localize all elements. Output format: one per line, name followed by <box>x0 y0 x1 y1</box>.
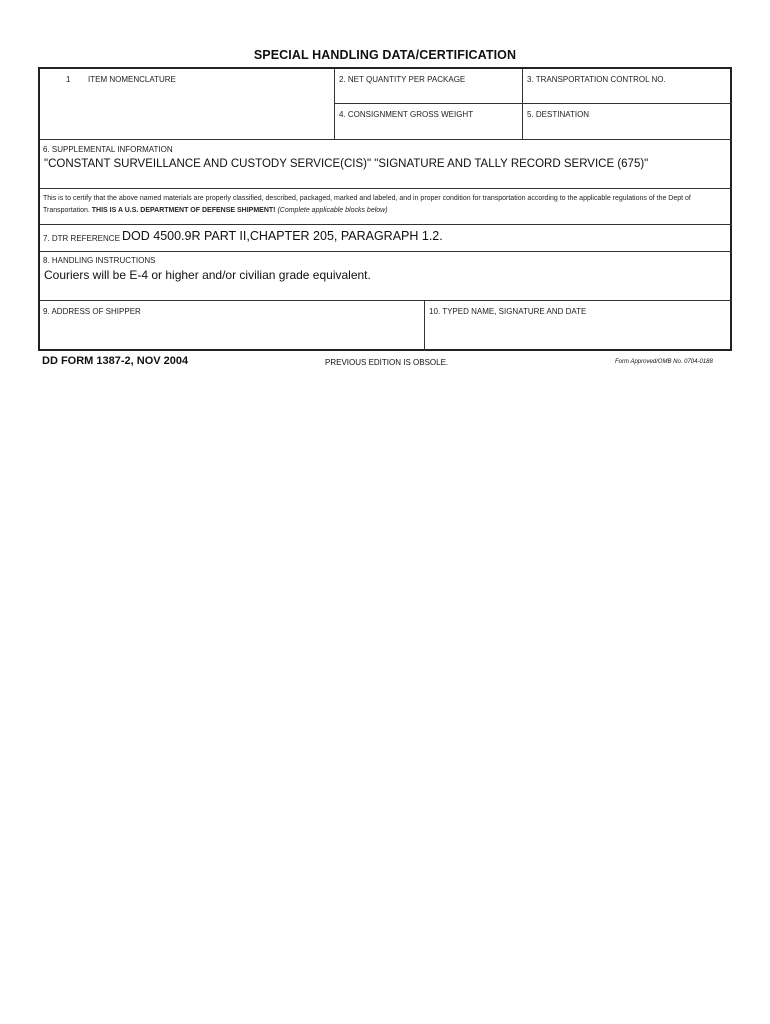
item5-label: 5. DESTINATION <box>527 110 590 119</box>
certification-italic: (Complete applicable blocks below) <box>277 207 388 214</box>
item6-value: "CONSTANT SURVEILLANCE AND CUSTODY SERVICE(CIS)" "SIGNATURE AND TALLY RECORD SERVICE (675)" <box>44 158 649 170</box>
divider-row5 <box>40 251 732 252</box>
divider-col-3 <box>522 69 523 139</box>
form-box <box>38 67 732 351</box>
divider-row1-right <box>334 103 732 104</box>
certification-body: This is to certify that the above named materials are properly classified, described, packaged, marked and labeled, and in proper condition for transportation according to the applicable regulations of the Dept of Transportation. <box>43 195 691 214</box>
item10-label: 10. TYPED NAME, SIGNATURE AND DATE <box>429 307 587 316</box>
item8-value: Couriers will be E-4 or higher and/or civilian grade equivalent. <box>44 268 371 282</box>
certification-text <box>43 193 723 217</box>
divider-col-2 <box>334 69 335 139</box>
certification-bold: THIS IS A U.S. DEPARTMENT OF DEFENSE SHIPMENT! <box>91 207 276 214</box>
divider-row2 <box>40 139 732 140</box>
item1-number: 1 <box>66 75 71 84</box>
previous-edition-note: PREVIOUS EDITION IS OBSOLE. <box>325 358 449 367</box>
item1-label: ITEM NOMENCLATURE <box>88 75 176 84</box>
divider-row3 <box>40 188 732 189</box>
divider-row6 <box>40 300 732 301</box>
item6-label: 6. SUPPLEMENTAL INFORMATION <box>43 145 173 154</box>
divider-col-10 <box>424 300 425 351</box>
item3-label: 3. TRANSPORTATION CONTROL NO. <box>527 75 666 84</box>
item9-label: 9. ADDRESS OF SHIPPER <box>43 307 141 316</box>
item2-label: 2. NET QUANTITY PER PACKAGE <box>339 75 466 84</box>
omb-number: Form Approved/OMB No. 0704-0188 <box>615 359 713 365</box>
divider-row4 <box>40 224 732 225</box>
item7-label: 7. DTR REFERENCE <box>43 234 120 243</box>
item4-label: 4. CONSIGNMENT GROSS WEIGHT <box>339 110 474 119</box>
item7-value: DOD 4500.9R PART II,CHAPTER 205, PARAGRAPH 1.2. <box>122 229 443 243</box>
form-identifier: DD FORM 1387-2, NOV 2004 <box>42 355 189 367</box>
item8-label: 8. HANDLING INSTRUCTIONS <box>43 256 156 265</box>
form-title: SPECIAL HANDLING DATA/CERTIFICATION <box>253 48 517 62</box>
